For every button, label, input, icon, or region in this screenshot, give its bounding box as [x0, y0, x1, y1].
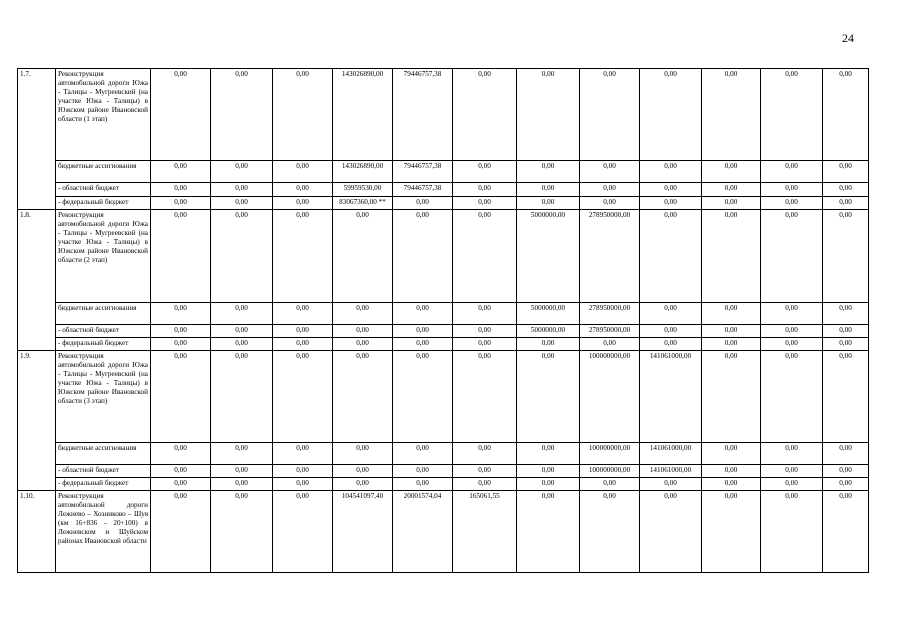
funding-source-cell: - областной бюджет: [56, 183, 151, 197]
amount-cell: 0,00: [273, 197, 333, 210]
amount-cell: 0,00: [211, 69, 273, 161]
amount-cell: 0,00: [211, 491, 273, 573]
amount-cell: 0,00: [211, 478, 273, 491]
amount-cell: 0,00: [823, 161, 869, 183]
amount-cell: 0,00: [453, 303, 517, 325]
item-name-cell: Реконструкция автомобильной дороги Лежнево – Хозниково – Шуя (км 16+836 - 20+100) в Лежневском и Шуйском районах Ивановской области: [56, 491, 151, 573]
amount-cell: 278950000,00: [580, 210, 640, 303]
amount-cell: 0,00: [393, 303, 453, 325]
amount-cell: 0,00: [453, 197, 517, 210]
table-row-item: [18, 351, 869, 443]
amount-cell: 0,00: [151, 465, 211, 478]
amount-cell: 0,00: [211, 325, 273, 338]
amount-cell: 0,00: [333, 325, 393, 338]
amount-cell: 143026890,00: [333, 69, 393, 161]
amount-cell: 0,00: [393, 351, 453, 443]
amount-cell: 0,00: [702, 465, 761, 478]
amount-cell: 0,00: [151, 183, 211, 197]
amount-cell: 5000000,00: [517, 210, 580, 303]
table-row-subitem: [18, 478, 869, 491]
amount-cell: 0,00: [823, 325, 869, 338]
amount-cell: 100000000,00: [580, 351, 640, 443]
amount-cell: 0,00: [517, 491, 580, 573]
amount-cell: 0,00: [640, 183, 702, 197]
amount-cell: 0,00: [640, 161, 702, 183]
amount-cell: 0,00: [823, 197, 869, 210]
amount-cell: 0,00: [640, 338, 702, 351]
amount-cell: 59959530,00: [333, 183, 393, 197]
amount-cell: 0,00: [517, 69, 580, 161]
amount-cell: 0,00: [393, 197, 453, 210]
table-row-item: [18, 69, 869, 161]
amount-cell: 79446757,38: [393, 183, 453, 197]
amount-cell: 5000000,00: [517, 325, 580, 338]
amount-cell: 0,00: [273, 69, 333, 161]
amount-cell: 0,00: [761, 210, 823, 303]
table-row-item: [18, 210, 869, 303]
table-row-subitem: [18, 303, 869, 325]
amount-cell: 0,00: [453, 478, 517, 491]
amount-cell: 0,00: [823, 338, 869, 351]
amount-cell: 141061000,00: [640, 443, 702, 465]
funding-source-cell: бюджетные ассигнования: [56, 303, 151, 325]
amount-cell: 0,00: [211, 161, 273, 183]
amount-cell: 0,00: [151, 210, 211, 303]
amount-cell: 5000000,00: [517, 303, 580, 325]
amount-cell: 0,00: [393, 478, 453, 491]
amount-cell: 0,00: [823, 183, 869, 197]
amount-cell: 0,00: [823, 491, 869, 573]
amount-cell: 0,00: [823, 210, 869, 303]
amount-cell: 0,00: [761, 69, 823, 161]
amount-cell: 0,00: [761, 303, 823, 325]
amount-cell: 0,00: [273, 303, 333, 325]
amount-cell: 0,00: [151, 491, 211, 573]
amount-cell: 0,00: [273, 210, 333, 303]
amount-cell: 0,00: [517, 338, 580, 351]
amount-cell: 0,00: [702, 351, 761, 443]
amount-cell: 0,00: [517, 351, 580, 443]
amount-cell: 0,00: [823, 443, 869, 465]
table-row-subitem: [18, 325, 869, 338]
amount-cell: 0,00: [453, 351, 517, 443]
funding-source-cell: - федеральный бюджет: [56, 338, 151, 351]
amount-cell: 0,00: [517, 465, 580, 478]
amount-cell: 0,00: [273, 443, 333, 465]
amount-cell: 0,00: [702, 338, 761, 351]
amount-cell: 0,00: [333, 351, 393, 443]
amount-cell: 0,00: [580, 338, 640, 351]
item-code-cell: 1.10.: [18, 491, 56, 573]
amount-cell: 0,00: [453, 161, 517, 183]
amount-cell: 0,00: [151, 338, 211, 351]
amount-cell: 0,00: [393, 325, 453, 338]
amount-cell: 0,00: [580, 491, 640, 573]
amount-cell: 0,00: [702, 491, 761, 573]
amount-cell: 0,00: [640, 303, 702, 325]
amount-cell: 0,00: [211, 210, 273, 303]
table-row-subitem: [18, 161, 869, 183]
amount-cell: 0,00: [702, 197, 761, 210]
funding-source-cell: бюджетные ассигнования: [56, 161, 151, 183]
amount-cell: 0,00: [273, 351, 333, 443]
funding-source-cell: - федеральный бюджет: [56, 478, 151, 491]
amount-cell: 0,00: [640, 478, 702, 491]
amount-cell: 0,00: [761, 183, 823, 197]
item-name-cell: Реконструкция автомобильной дороги Южа - Талицы - Мугреевский (на участке Южа - Талицы) в Южском районе Ивановской области (3 этап): [56, 351, 151, 443]
amount-cell: 143026890,00: [333, 161, 393, 183]
amount-cell: 79446757,38: [393, 69, 453, 161]
amount-cell: 0,00: [517, 197, 580, 210]
amount-cell: 0,00: [151, 303, 211, 325]
amount-cell: 0,00: [151, 69, 211, 161]
amount-cell: 0,00: [333, 303, 393, 325]
amount-cell: 0,00: [211, 183, 273, 197]
amount-cell: 0,00: [273, 183, 333, 197]
amount-cell: 0,00: [823, 303, 869, 325]
amount-cell: 0,00: [640, 197, 702, 210]
amount-cell: 0,00: [580, 69, 640, 161]
amount-cell: 0,00: [517, 161, 580, 183]
amount-cell: 0,00: [211, 338, 273, 351]
amount-cell: 0,00: [393, 443, 453, 465]
amount-cell: 0,00: [273, 465, 333, 478]
item-code-cell: 1.8.: [18, 210, 56, 351]
amount-cell: 0,00: [580, 478, 640, 491]
amount-cell: 0,00: [333, 338, 393, 351]
amount-cell: 0,00: [580, 197, 640, 210]
table-row-subitem: [18, 465, 869, 478]
amount-cell: 0,00: [211, 443, 273, 465]
item-name-cell: Реконструкция автомобильной дороги Южа - Талицы - Мугреевский (на участке Южа - Талицы) в Южском районе Ивановской области (2 этап): [56, 210, 151, 303]
amount-cell: 0,00: [151, 161, 211, 183]
amount-cell: 0,00: [702, 303, 761, 325]
amount-cell: 0,00: [453, 338, 517, 351]
amount-cell: 100000000,00: [580, 443, 640, 465]
table-row-item: [18, 491, 869, 573]
amount-cell: 0,00: [393, 210, 453, 303]
amount-cell: 141061000,00: [640, 465, 702, 478]
amount-cell: 79446757,38: [393, 161, 453, 183]
table-row-subitem: [18, 443, 869, 465]
amount-cell: 0,00: [580, 183, 640, 197]
amount-cell: 0,00: [333, 443, 393, 465]
budget-table: [17, 68, 869, 573]
amount-cell: 0,00: [761, 478, 823, 491]
amount-cell: 0,00: [211, 303, 273, 325]
amount-cell: 0,00: [273, 491, 333, 573]
amount-cell: 0,00: [393, 465, 453, 478]
amount-cell: 0,00: [273, 325, 333, 338]
amount-cell: 0,00: [640, 491, 702, 573]
amount-cell: 141061000,00: [640, 351, 702, 443]
amount-cell: 278950000,00: [580, 325, 640, 338]
amount-cell: 0,00: [761, 491, 823, 573]
page-number: 24: [842, 31, 854, 45]
amount-cell: 83067360,00 **: [333, 197, 393, 210]
amount-cell: 0,00: [702, 183, 761, 197]
amount-cell: 0,00: [517, 478, 580, 491]
amount-cell: 0,00: [761, 197, 823, 210]
funding-source-cell: - областной бюджет: [56, 325, 151, 338]
amount-cell: 0,00: [453, 69, 517, 161]
amount-cell: 0,00: [211, 197, 273, 210]
amount-cell: 0,00: [453, 210, 517, 303]
amount-cell: 0,00: [702, 69, 761, 161]
amount-cell: 0,00: [761, 325, 823, 338]
amount-cell: 0,00: [702, 210, 761, 303]
amount-cell: 0,00: [333, 465, 393, 478]
amount-cell: 0,00: [151, 325, 211, 338]
amount-cell: 0,00: [211, 465, 273, 478]
funding-source-cell: - областной бюджет: [56, 465, 151, 478]
amount-cell: 0,00: [823, 465, 869, 478]
amount-cell: 0,00: [393, 338, 453, 351]
funding-source-cell: - федеральный бюджет: [56, 197, 151, 210]
amount-cell: 0,00: [761, 443, 823, 465]
amount-cell: 0,00: [640, 210, 702, 303]
amount-cell: 0,00: [640, 69, 702, 161]
amount-cell: 0,00: [761, 351, 823, 443]
item-code-cell: 1.9.: [18, 351, 56, 491]
amount-cell: 100000000,00: [580, 465, 640, 478]
item-code-cell: 1.7.: [18, 69, 56, 210]
amount-cell: 0,00: [211, 351, 273, 443]
amount-cell: 0,00: [702, 325, 761, 338]
amount-cell: 0,00: [702, 161, 761, 183]
amount-cell: 0,00: [151, 443, 211, 465]
amount-cell: 0,00: [517, 443, 580, 465]
amount-cell: 104541097,40: [333, 491, 393, 573]
amount-cell: 0,00: [333, 478, 393, 491]
amount-cell: 0,00: [640, 325, 702, 338]
amount-cell: 0,00: [273, 478, 333, 491]
amount-cell: 0,00: [151, 478, 211, 491]
table-row-subitem: [18, 197, 869, 210]
amount-cell: 0,00: [453, 465, 517, 478]
amount-cell: 0,00: [333, 210, 393, 303]
amount-cell: 0,00: [823, 351, 869, 443]
amount-cell: 278950000,00: [580, 303, 640, 325]
amount-cell: 0,00: [453, 443, 517, 465]
amount-cell: 0,00: [823, 69, 869, 161]
amount-cell: 0,00: [823, 478, 869, 491]
amount-cell: 0,00: [517, 183, 580, 197]
amount-cell: 0,00: [702, 478, 761, 491]
amount-cell: 0,00: [761, 338, 823, 351]
item-name-cell: Реконструкция автомобильной дороги Южа - Талицы - Мугреевский (на участке Южа - Талицы) в Южском районе Ивановской области (1 этап): [56, 69, 151, 161]
amount-cell: 0,00: [761, 465, 823, 478]
amount-cell: 0,00: [151, 197, 211, 210]
amount-cell: 0,00: [453, 325, 517, 338]
amount-cell: 0,00: [453, 183, 517, 197]
amount-cell: 0,00: [702, 443, 761, 465]
table-row-subitem: [18, 183, 869, 197]
funding-source-cell: бюджетные ассигнования: [56, 443, 151, 465]
amount-cell: 0,00: [580, 161, 640, 183]
table-row-subitem: [18, 338, 869, 351]
amount-cell: 0,00: [273, 161, 333, 183]
amount-cell: 0,00: [761, 161, 823, 183]
amount-cell: 20001574,04: [393, 491, 453, 573]
amount-cell: 165061,55: [453, 491, 517, 573]
amount-cell: 0,00: [151, 351, 211, 443]
amount-cell: 0,00: [273, 338, 333, 351]
